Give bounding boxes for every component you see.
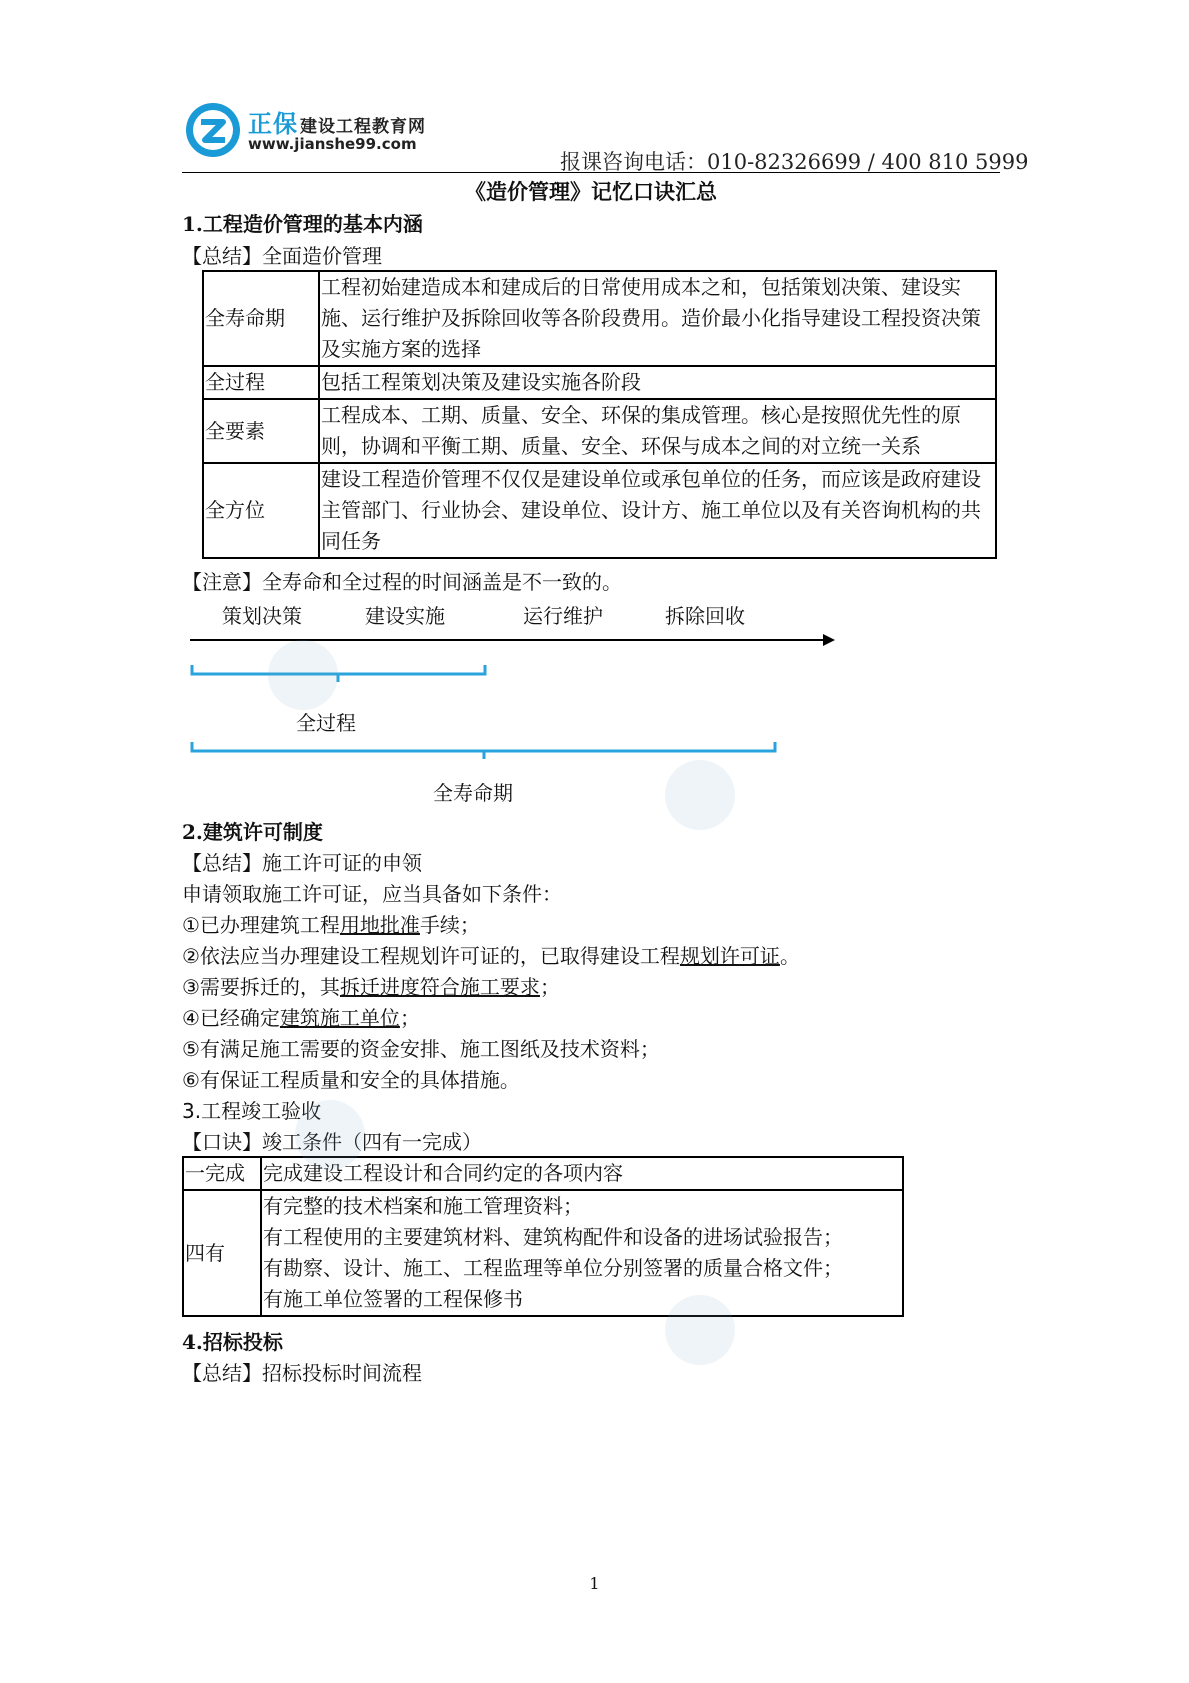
table-row [203,399,996,463]
stage-label: 策划决策 [222,604,302,628]
table-cell-value: 工程初始建造成本和建成后的日常使用成本之和，包括策划决策、建设实施、运行维护及拆除回收等各阶段费用。造价最小化指导建设工程投资决策及实施方案的选择 [319,271,996,366]
table-cell-key: 四有 [183,1190,261,1316]
brand-subname: 建设工程教育网 [300,117,426,137]
brand-url: www.jianshe99.com [248,135,417,153]
watermark-logo-icon [665,1295,735,1365]
table-row [203,463,996,558]
section3-heading: 3.工程竣工验收 [182,1099,322,1123]
header-divider [182,172,1000,173]
table-row [203,271,996,366]
watermark-logo-icon [295,1100,365,1170]
table-cell-value [261,1190,903,1316]
table-cell-value: 包括工程策划决策及建设实施各阶段 [319,366,996,399]
stage-label: 建设实施 [365,604,445,628]
list-item: ⑥有保证工程质量和安全的具体措施。 [182,1068,520,1092]
section2-intro: 申请领取施工许可证，应当具备如下条件： [182,882,562,906]
page-number: 1 [589,1574,600,1593]
list-item: ②依法应当办理建设工程规划许可证的，已取得建设工程规划许可证。 [182,944,800,968]
page-title: 《造价管理》记忆口诀汇总 [465,180,717,204]
condition-line: 有完整的技术档案和施工管理资料； [263,1194,583,1218]
table-cell-value: 建设工程造价管理不仅仅是建设单位或承包单位的任务，而应该是政府建设主管部门、行业协会、建设单位、设计方、施工单位以及有关咨询机构的共同任务 [319,463,996,558]
section4-summary: 【总结】招标投标时间流程 [182,1361,422,1385]
table-row [203,366,996,399]
section3-mnemonic: 【口诀】竣工条件（四有一完成） [182,1130,482,1154]
table-cell-key: 一完成 [183,1157,261,1190]
table-row [183,1157,903,1190]
section2-heading: 2.建筑许可制度 [182,820,323,844]
full-cost-table [202,270,997,559]
section1-summary: 【总结】全面造价管理 [182,244,382,268]
condition-line: 有工程使用的主要建筑材料、建筑构配件和设备的进场试验报告； [263,1225,843,1249]
list-item: ①已办理建筑工程用地批准手续； [182,913,480,937]
table-cell-key: 全寿命期 [203,271,319,366]
table-cell-key: 全方位 [203,463,319,558]
table-cell-key: 全要素 [203,399,319,463]
section1-note: 【注意】全寿命和全过程的时间涵盖是不一致的。 [182,570,622,594]
section2-summary: 【总结】施工许可证的申领 [182,851,422,875]
brace-label-full-lifecycle: 全寿命期 [433,781,513,805]
table-cell-key: 全过程 [203,366,319,399]
list-item: ④已经确定建筑施工单位； [182,1006,420,1030]
condition-line: 有施工单位签署的工程保修书 [263,1287,523,1311]
brace-full-process [192,665,485,682]
brace-label-full-process: 全过程 [296,711,356,735]
section1-heading: 1.工程造价管理的基本内涵 [182,212,423,236]
brand-name: 正保 建设工程教育网 [248,110,426,138]
table-cell-value: 工程成本、工期、质量、安全、环保的集成管理。核心是按照优先性的原则，协调和平衡工期、质量、安全、环保与成本之间的对立统一关系 [319,399,996,463]
watermark-logo-icon [268,640,338,710]
stage-label: 拆除回收 [665,604,745,628]
list-item: ③需要拆迁的，其拆迁进度符合施工要求； [182,975,560,999]
table-cell-value: 完成建设工程设计和合同约定的各项内容 [261,1157,903,1190]
condition-line: 有勘察、设计、施工、工程监理等单位分别签署的质量合格文件； [263,1256,843,1280]
list-item: ⑤有满足施工需要的资金安排、施工图纸及技术资料； [182,1037,660,1061]
completion-table [182,1156,904,1317]
table-row [183,1190,903,1316]
watermark-logo-icon [665,760,735,830]
brand-logo-icon [185,102,241,158]
hotline: 报课咨询电话：010-82326699 / 400 810 5999 [560,150,1029,174]
stage-label: 运行维护 [523,604,603,628]
brace-full-lifecycle [192,742,775,759]
section4-heading: 4.招标投标 [182,1330,283,1354]
